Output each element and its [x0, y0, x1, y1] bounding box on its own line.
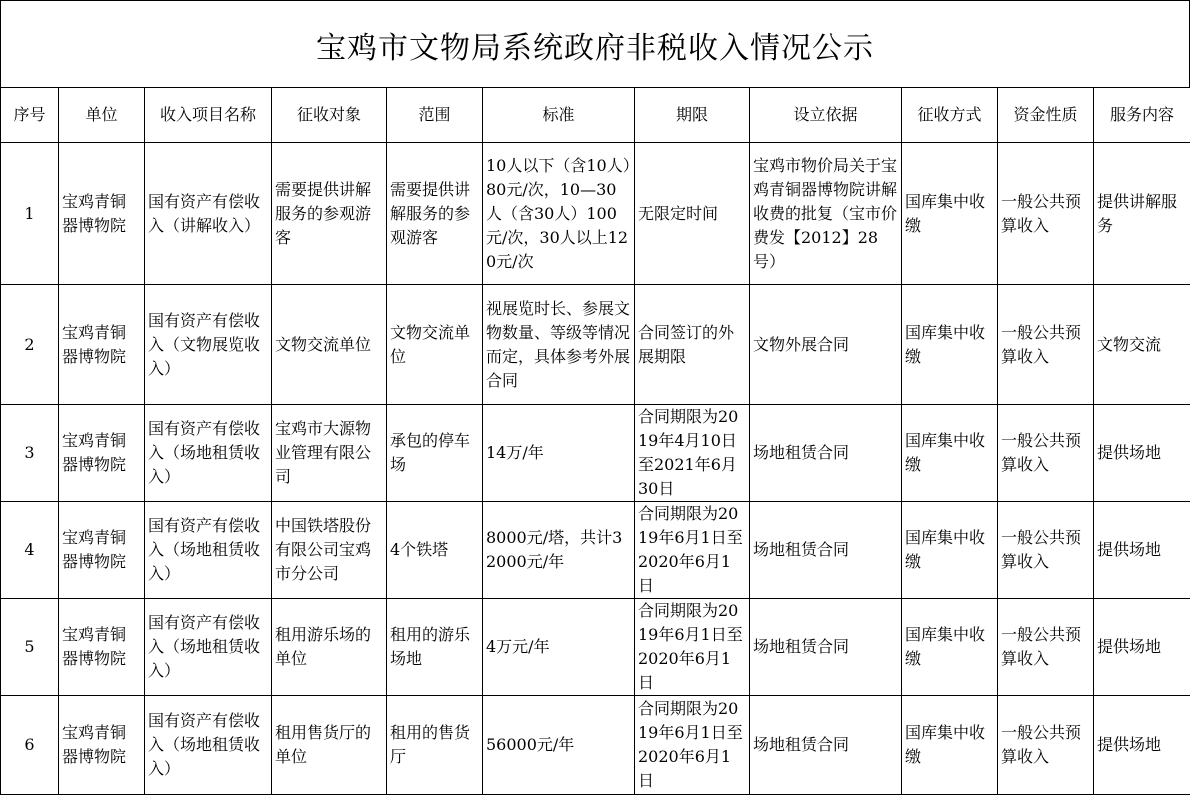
cell-scope: 租用的售货厅	[387, 696, 483, 795]
header-cell-item: 收入项目名称	[145, 88, 272, 143]
cell-term: 无限定时间	[635, 143, 750, 285]
cell-no: 3	[1, 405, 59, 502]
cell-basis: 宝鸡市物价局关于宝鸡青铜器博物院讲解收费的批复（宝市价费发【2012】28号）	[750, 143, 902, 285]
cell-service: 提供场地	[1094, 405, 1190, 502]
cell-method: 国库集中收缴	[902, 405, 998, 502]
header-cell-unit: 单位	[59, 88, 145, 143]
cell-scope: 文物交流单位	[387, 285, 483, 405]
cell-item: 国有资产有偿收入（文物展览收入）	[145, 285, 272, 405]
cell-basis: 场地租赁合同	[750, 405, 902, 502]
cell-item: 国有资产有偿收入（场地租赁收入）	[145, 502, 272, 599]
cell-item: 国有资产有偿收入（讲解收入）	[145, 143, 272, 285]
cell-standard: 56000元/年	[483, 696, 635, 795]
cell-service: 提供场地	[1094, 696, 1190, 795]
cell-standard: 视展览时长、参展文物数量、等级等情况而定，具体参考外展合同	[483, 285, 635, 405]
cell-no: 5	[1, 599, 59, 696]
cell-service: 文物交流	[1094, 285, 1190, 405]
header-cell-basis: 设立依据	[750, 88, 902, 143]
table-header-row	[1, 88, 1190, 143]
cell-unit: 宝鸡青铜器博物院	[59, 143, 145, 285]
cell-term: 合同期限为2019年4月10日至2021年6月30日	[635, 405, 750, 502]
table-row	[1, 143, 1190, 285]
cell-item: 国有资产有偿收入（场地租赁收入）	[145, 405, 272, 502]
cell-basis: 场地租赁合同	[750, 599, 902, 696]
cell-unit: 宝鸡青铜器博物院	[59, 285, 145, 405]
cell-basis: 文物外展合同	[750, 285, 902, 405]
cell-nature: 一般公共预算收入	[998, 285, 1094, 405]
cell-no: 1	[1, 143, 59, 285]
cell-nature: 一般公共预算收入	[998, 599, 1094, 696]
table-row	[1, 502, 1190, 599]
cell-scope: 承包的停车场	[387, 405, 483, 502]
header-cell-standard: 标准	[483, 88, 635, 143]
cell-unit: 宝鸡青铜器博物院	[59, 599, 145, 696]
cell-item: 国有资产有偿收入（场地租赁收入）	[145, 599, 272, 696]
cell-nature: 一般公共预算收入	[998, 696, 1094, 795]
table-row	[1, 285, 1190, 405]
cell-target: 租用游乐场的单位	[272, 599, 387, 696]
cell-nature: 一般公共预算收入	[998, 143, 1094, 285]
header-cell-scope: 范围	[387, 88, 483, 143]
cell-no: 4	[1, 502, 59, 599]
cell-scope: 需要提供讲解服务的参观游客	[387, 143, 483, 285]
cell-method: 国库集中收缴	[902, 502, 998, 599]
table-row	[1, 599, 1190, 696]
cell-target: 租用售货厅的单位	[272, 696, 387, 795]
cell-no: 2	[1, 285, 59, 405]
cell-term: 合同签订的外展期限	[635, 285, 750, 405]
cell-unit: 宝鸡青铜器博物院	[59, 405, 145, 502]
cell-service: 提供讲解服务	[1094, 143, 1190, 285]
header-cell-term: 期限	[635, 88, 750, 143]
cell-method: 国库集中收缴	[902, 285, 998, 405]
header-cell-method: 征收方式	[902, 88, 998, 143]
cell-item: 国有资产有偿收入（场地租赁收入）	[145, 696, 272, 795]
cell-standard: 4万元/年	[483, 599, 635, 696]
cell-method: 国库集中收缴	[902, 599, 998, 696]
cell-target: 文物交流单位	[272, 285, 387, 405]
cell-term: 合同期限为2019年6月1日至2020年6月1日	[635, 502, 750, 599]
cell-term: 合同期限为2019年6月1日至2020年6月1日	[635, 696, 750, 795]
cell-no: 6	[1, 696, 59, 795]
cell-term: 合同期限为2019年6月1日至2020年6月1日	[635, 599, 750, 696]
cell-unit: 宝鸡青铜器博物院	[59, 502, 145, 599]
cell-method: 国库集中收缴	[902, 143, 998, 285]
header-cell-nature: 资金性质	[998, 88, 1094, 143]
fee-table	[0, 87, 1190, 795]
table-row	[1, 405, 1190, 502]
cell-nature: 一般公共预算收入	[998, 502, 1094, 599]
cell-nature: 一般公共预算收入	[998, 405, 1094, 502]
cell-scope: 4个铁塔	[387, 502, 483, 599]
cell-service: 提供场地	[1094, 502, 1190, 599]
cell-standard: 8000元/塔，共计32000元/年	[483, 502, 635, 599]
header-cell-target: 征收对象	[272, 88, 387, 143]
cell-basis: 场地租赁合同	[750, 696, 902, 795]
cell-scope: 租用的游乐场地	[387, 599, 483, 696]
cell-unit: 宝鸡青铜器博物院	[59, 696, 145, 795]
cell-target: 宝鸡市大源物业管理有限公司	[272, 405, 387, 502]
header-cell-no: 序号	[1, 88, 59, 143]
table-row	[1, 696, 1190, 795]
cell-basis: 场地租赁合同	[750, 502, 902, 599]
page-title: 宝鸡市文物局系统政府非税收入情况公示	[0, 0, 1190, 88]
cell-service: 提供场地	[1094, 599, 1190, 696]
cell-method: 国库集中收缴	[902, 696, 998, 795]
cell-target: 需要提供讲解服务的参观游客	[272, 143, 387, 285]
cell-standard: 10人以下（含10人）80元/次，10—30人（含30人）100元/次，30人以上120元/次	[483, 143, 635, 285]
cell-standard: 14万/年	[483, 405, 635, 502]
cell-target: 中国铁塔股份有限公司宝鸡市分公司	[272, 502, 387, 599]
header-cell-service: 服务内容	[1094, 88, 1190, 143]
